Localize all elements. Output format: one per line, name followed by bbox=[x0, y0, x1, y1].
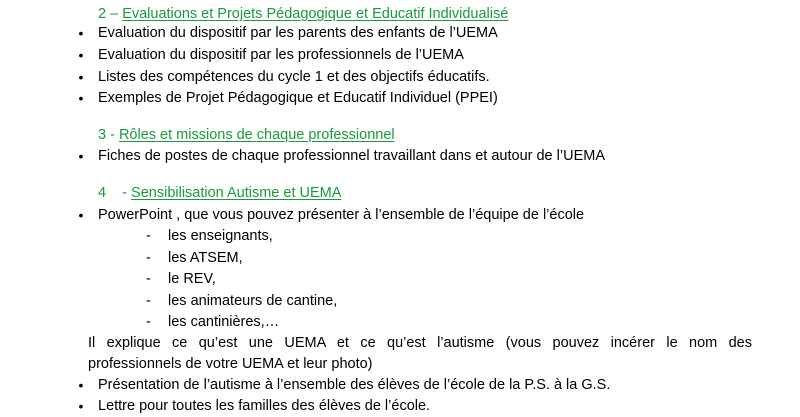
list-item: Evaluation du dispositif par les parents des enfants de l’UEMA bbox=[98, 25, 498, 41]
section-2-title: Evaluations et Projets Pédagogique et Educatif Individualisé bbox=[122, 6, 509, 22]
list-item: Fiches de postes de chaque professionnel travaillant dans et autour de l’UEMA bbox=[98, 148, 605, 164]
bullet-icon: • bbox=[78, 398, 84, 414]
paragraph-line: Il explique ce qu’est une UEMA et ce qu’est l’autisme (vous pouvez incérer le nom des bbox=[88, 335, 752, 351]
sub-list-item: les enseignants, bbox=[168, 228, 273, 244]
sub-list-item: les ATSEM, bbox=[168, 250, 243, 266]
dash-icon: - bbox=[146, 250, 151, 266]
section-2-number: 2 – bbox=[98, 6, 123, 22]
section-4-heading bbox=[98, 182, 341, 204]
section-3-title: Rôles et missions de chaque professionnel bbox=[118, 127, 395, 143]
dash-icon: - bbox=[146, 228, 151, 244]
list-item: Listes des compétences du cycle 1 et des objectifs éducatifs. bbox=[98, 69, 490, 85]
list-item: Evaluation du dispositif par les professionnels de l’UEMA bbox=[98, 47, 464, 63]
list-item: Lettre pour toutes les familles des élèves de l’école. bbox=[98, 398, 431, 414]
list-item: PowerPoint , que vous pouvez présenter à l’ensemble de l’équipe de l’école bbox=[98, 207, 585, 223]
bullet-icon: • bbox=[78, 377, 84, 393]
sub-list-item: les cantinières,… bbox=[168, 314, 280, 330]
paragraph-line: professionnels de votre UEMA et leur photo) bbox=[88, 356, 373, 372]
bullet-icon: • bbox=[78, 47, 84, 63]
bullet-icon: • bbox=[78, 90, 84, 106]
dash-icon: - bbox=[146, 293, 151, 309]
bullet-icon: • bbox=[78, 148, 84, 164]
section-4-number: 4 - bbox=[98, 185, 132, 201]
section-4-title: Sensibilisation Autisme et UEMA bbox=[131, 185, 342, 201]
sub-list-item: le REV, bbox=[168, 271, 216, 287]
section-3-heading bbox=[98, 124, 395, 146]
bullet-icon: • bbox=[78, 207, 84, 223]
dash-icon: - bbox=[146, 271, 151, 287]
list-item: Présentation de l’autisme à l’ensemble des élèves de l’école de la P.S. à la G.S. bbox=[98, 377, 611, 393]
bullet-icon: • bbox=[78, 69, 84, 85]
section-3-number: 3 - bbox=[98, 127, 119, 143]
bullet-icon: • bbox=[78, 25, 84, 41]
dash-icon: - bbox=[146, 314, 151, 330]
list-item: Exemples de Projet Pédagogique et Educatif Individuel (PPEI) bbox=[98, 90, 498, 106]
sub-list-item: les animateurs de cantine, bbox=[168, 293, 338, 309]
